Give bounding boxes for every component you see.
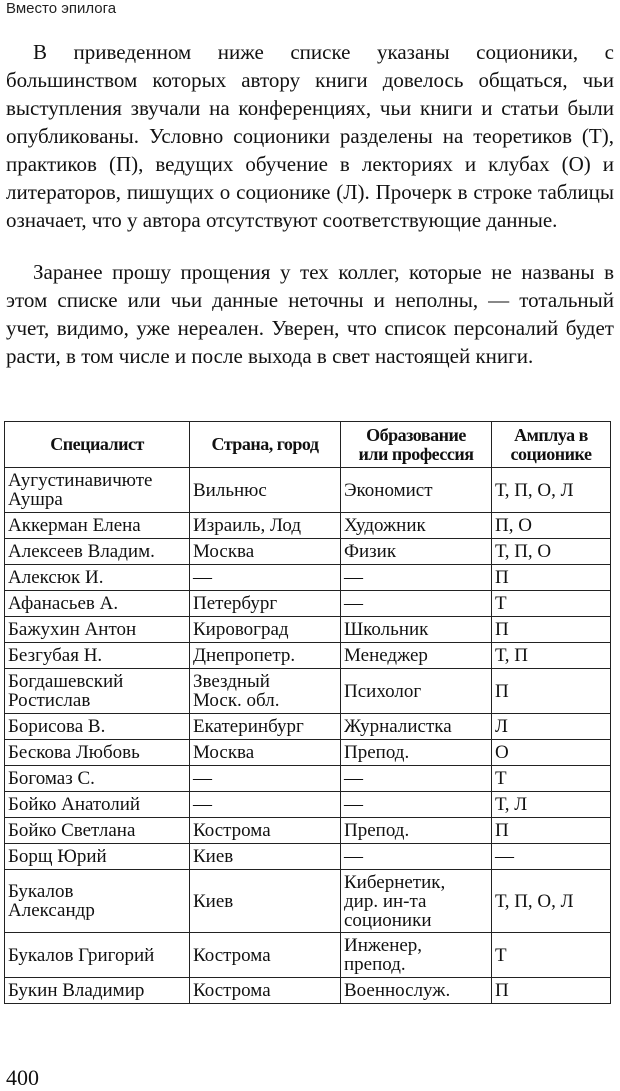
cell-specialist-line: Бойко Светлана: [8, 820, 136, 841]
cell-location: [190, 818, 341, 844]
cell-specialist: [5, 565, 190, 591]
cell-profession: [341, 591, 492, 617]
header-profession: [341, 422, 492, 468]
table-row: [5, 617, 611, 643]
cell-role: Т: [492, 933, 611, 978]
cell-profession-line: препод.: [344, 954, 406, 975]
cell-specialist-line: Алексеев Владим.: [8, 541, 155, 562]
cell-profession-line: соционики: [344, 909, 432, 931]
cell-profession: [341, 978, 492, 1004]
cell-specialist: [5, 617, 190, 643]
cell-role: Т, П, О, Л: [492, 870, 611, 933]
cell-specialist-line: Алексюк И.: [8, 567, 104, 588]
socionists-table: [4, 421, 611, 1004]
cell-profession: [341, 539, 492, 565]
cell-role: П: [492, 617, 611, 643]
cell-profession: [341, 714, 492, 740]
cell-profession-line: Кибернетик,: [344, 871, 446, 893]
cell-role: Т, П, О, Л: [492, 468, 611, 513]
cell-profession-line: Психолог: [344, 680, 422, 702]
header-role: [492, 422, 611, 468]
cell-location: [190, 870, 341, 933]
cell-specialist-line: Аккерман Елена: [8, 515, 141, 536]
cell-profession-line: дир. ин-та: [344, 890, 427, 912]
cell-location-line: Израиль, Лод: [193, 515, 302, 536]
cell-location: [190, 513, 341, 539]
header-role-line: Амплуа в: [514, 424, 588, 445]
cell-specialist-line: Бажухин Антон: [8, 619, 137, 640]
cell-location-line: Москва: [193, 541, 255, 562]
cell-role: Т, П, О: [492, 539, 611, 565]
cell-profession: [341, 740, 492, 766]
cell-location: [190, 468, 341, 513]
cell-profession-line: —: [344, 768, 363, 789]
cell-location-line: Петербург: [193, 593, 278, 614]
cell-specialist-line: Борщ Юрий: [8, 846, 107, 867]
cell-location: [190, 591, 341, 617]
cell-specialist: [5, 714, 190, 740]
cell-role: П, О: [492, 513, 611, 539]
cell-specialist: [5, 870, 190, 933]
cell-location-line: Кострома: [193, 820, 271, 841]
cell-profession-line: Физик: [344, 541, 397, 562]
cell-profession: [341, 617, 492, 643]
cell-profession: [341, 513, 492, 539]
cell-specialist: [5, 591, 190, 617]
cell-specialist-line: Букалов Григорий: [8, 944, 155, 966]
cell-role: —: [492, 844, 611, 870]
cell-specialist: [5, 468, 190, 513]
cell-role: Т, П: [492, 643, 611, 669]
cell-specialist: [5, 539, 190, 565]
cell-specialist-line: Бескова Любовь: [8, 742, 140, 763]
cell-location-line: —: [193, 794, 212, 815]
table-row: [5, 714, 611, 740]
cell-specialist-line: Букин Владимир: [8, 980, 145, 1001]
apology-paragraph: Заранее прошу прощения у тех коллег, которые не названы в этом списке или чьи данные неточны и неполны, — тотальный учет, видимо, уже нереален. Уверен, что список персоналий будет расти, в том числе и после выхода в свет настоящей книги.: [6, 260, 614, 368]
cell-profession: [341, 766, 492, 792]
cell-specialist: [5, 978, 190, 1004]
cell-specialist-line: Бойко Анатолий: [8, 794, 141, 815]
header-role-line: соционике: [510, 443, 592, 464]
cell-specialist: [5, 513, 190, 539]
cell-location-line: Москва: [193, 742, 255, 763]
table-row: [5, 643, 611, 669]
cell-role: Т, Л: [492, 792, 611, 818]
cell-location: [190, 978, 341, 1004]
cell-specialist-line: Борисова В.: [8, 716, 106, 737]
cell-specialist-line: Богдашевский: [8, 671, 124, 692]
cell-profession-line: —: [344, 593, 363, 614]
cell-location-line: Киев: [193, 846, 234, 867]
cell-role: П: [492, 818, 611, 844]
cell-specialist-line: Афанасьев А.: [8, 593, 119, 614]
cell-location-line: Вильнюс: [193, 479, 267, 501]
cell-profession-line: —: [344, 846, 363, 867]
cell-profession-line: —: [344, 567, 363, 588]
cell-profession-line: Школьник: [344, 619, 429, 640]
table-row: [5, 565, 611, 591]
cell-specialist-line: Аушра: [8, 489, 63, 510]
cell-specialist: [5, 669, 190, 714]
table-row: [5, 844, 611, 870]
cell-profession-line: Художник: [344, 515, 426, 536]
table-row: [5, 933, 611, 978]
cell-location: [190, 844, 341, 870]
header-profession-line: или профессия: [358, 443, 474, 464]
table-row: [5, 591, 611, 617]
cell-role: Т: [492, 591, 611, 617]
header-specialist: Специалист: [5, 422, 190, 468]
cell-specialist: [5, 818, 190, 844]
table-row: [5, 766, 611, 792]
cell-role: П: [492, 565, 611, 591]
cell-location-line: Моск. обл.: [193, 690, 280, 711]
cell-specialist: [5, 643, 190, 669]
table-row: [5, 818, 611, 844]
cell-profession: [341, 933, 492, 978]
cell-specialist-line: Букалов: [8, 881, 74, 902]
table-row: [5, 468, 611, 513]
cell-specialist: [5, 844, 190, 870]
cell-specialist: [5, 766, 190, 792]
cell-location: [190, 565, 341, 591]
cell-profession: [341, 468, 492, 513]
cell-profession-line: Препод.: [344, 742, 410, 763]
cell-profession: [341, 818, 492, 844]
cell-location-line: Екатеринбург: [193, 716, 304, 737]
header-location: Страна, город: [190, 422, 341, 468]
cell-role: П: [492, 669, 611, 714]
cell-specialist-line: Безгубая Н.: [8, 645, 103, 666]
cell-specialist-line: Богомаз С.: [8, 768, 95, 789]
cell-profession: [341, 643, 492, 669]
cell-profession-line: Журналистка: [344, 716, 452, 737]
table-row: [5, 539, 611, 565]
cell-location-line: Днепропетр.: [193, 645, 296, 666]
cell-location: [190, 933, 341, 978]
cell-location: [190, 792, 341, 818]
table-header-row: [5, 422, 611, 468]
cell-profession-line: Инженер,: [344, 935, 423, 956]
header-profession-line: Образование: [366, 424, 466, 445]
cell-role: Т: [492, 766, 611, 792]
cell-location: [190, 539, 341, 565]
cell-location: [190, 617, 341, 643]
cell-specialist-line: Аугустинавичюте: [8, 470, 153, 491]
cell-location: [190, 643, 341, 669]
cell-location-line: Киев: [193, 890, 234, 912]
intro-paragraph: В приведенном ниже списке указаны соционики, с большинством которых автору книги довелось общаться, чьи выступления звучали на конференциях, чьи книги и статьи были опубликованы. Условно соционики разделены на теоретиков (Т), практиков (П), ведущих обучение в лекториях и клубах (О) и литераторов, пишущих о соционике (Л). Прочерк в строке таблицы означает, что у автора отсутствуют соответствующие данные.: [6, 40, 614, 232]
table-row: [5, 978, 611, 1004]
cell-role: Л: [492, 714, 611, 740]
cell-profession-line: Экономист: [344, 479, 433, 501]
table-row: [5, 792, 611, 818]
table-row: [5, 669, 611, 714]
cell-specialist: [5, 792, 190, 818]
cell-role: П: [492, 978, 611, 1004]
cell-location: [190, 669, 341, 714]
cell-profession: [341, 870, 492, 933]
cell-location: [190, 740, 341, 766]
cell-specialist-line: Александр: [8, 900, 95, 921]
cell-location-line: Кировоград: [193, 619, 289, 640]
cell-profession-line: Военнослуж.: [344, 980, 451, 1001]
table-row: [5, 870, 611, 933]
table-body: [5, 468, 611, 1004]
cell-profession: [341, 565, 492, 591]
cell-role: О: [492, 740, 611, 766]
cell-location-line: Кострома: [193, 944, 271, 966]
cell-profession: [341, 844, 492, 870]
cell-location-line: Звездный: [193, 671, 270, 692]
cell-profession: [341, 792, 492, 818]
running-head: Вместо эпилога: [6, 0, 117, 17]
cell-location: [190, 766, 341, 792]
table-row: [5, 513, 611, 539]
cell-specialist: [5, 740, 190, 766]
cell-location-line: —: [193, 768, 212, 789]
table-row: [5, 740, 611, 766]
page-number: 400: [6, 1065, 39, 1090]
cell-location-line: —: [193, 567, 212, 588]
cell-location: [190, 714, 341, 740]
cell-profession: [341, 669, 492, 714]
cell-specialist-line: Ростислав: [8, 690, 91, 711]
cell-specialist: [5, 933, 190, 978]
cell-profession-line: Препод.: [344, 820, 410, 841]
cell-profession-line: —: [344, 794, 363, 815]
cell-location-line: Кострома: [193, 980, 271, 1001]
cell-profession-line: Менеджер: [344, 645, 428, 666]
